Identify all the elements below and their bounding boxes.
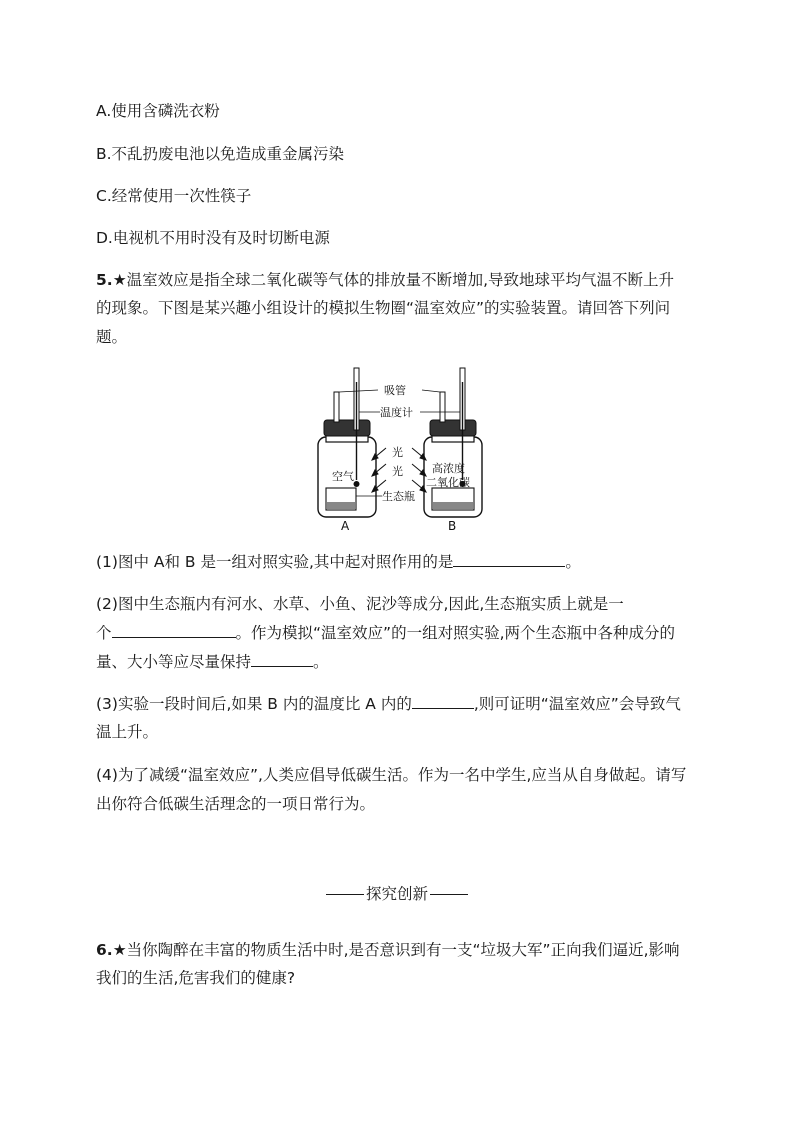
heading-rule-right xyxy=(430,894,468,895)
option-c: C.经常使用一次性筷子 xyxy=(96,187,252,205)
jar-b xyxy=(424,368,482,517)
answer-blank-4[interactable] xyxy=(412,694,474,709)
answer-blank-2[interactable] xyxy=(112,623,236,638)
label-co2-line-1: 高浓度 xyxy=(432,462,465,475)
q5-sub1 xyxy=(96,552,581,572)
answer-blank-1[interactable] xyxy=(453,552,565,567)
option-d: D.电视机不用时没有及时切断电源 xyxy=(96,229,330,247)
q5-sub3-line-2: 温上升。 xyxy=(96,723,159,741)
experiment-figure xyxy=(312,362,488,534)
q5-sub1-end: 。 xyxy=(565,553,581,571)
section-title: 探究创新 xyxy=(365,885,428,903)
q5-sub1-text: (1)图中 A和 B 是一组对照实验,其中起对照作用的是 xyxy=(96,553,454,571)
label-thermometer: 温度计 xyxy=(380,406,413,419)
q5-sub3-text-1b: ,则可证明“温室效应”会导致气 xyxy=(473,695,681,713)
q5-sub2-text-2b: 。作为模拟“温室效应”的一组对照实验,两个生态瓶中各种成分的 xyxy=(235,624,676,642)
q5-stem-line-1 xyxy=(96,270,674,290)
q5-stem-text-1: 温室效应是指全球二氧化碳等气体的排放量不断增加,导致地球平均气温不断上升 xyxy=(126,271,675,289)
q5-sub2-text-2a: 个 xyxy=(96,624,112,642)
q5-sub2-end: 。 xyxy=(313,653,329,671)
q5-sub2-line-2 xyxy=(96,623,675,643)
label-jar-b: B xyxy=(448,519,457,533)
q5-number: 5. xyxy=(96,271,113,289)
q5-sub3-line-1 xyxy=(96,694,681,714)
answer-blank-3[interactable] xyxy=(251,652,313,667)
label-air: 空气 xyxy=(332,470,354,483)
q6-line-2: 我们的生活,危害我们的健康? xyxy=(96,969,296,987)
star-icon: ★ xyxy=(112,941,127,959)
q5-sub2-text-3a: 量、大小等应尽量保持 xyxy=(96,653,252,671)
label-straw: 吸管 xyxy=(384,384,406,397)
q5-stem-line-3: 题。 xyxy=(96,328,128,346)
q5-sub2-line-3 xyxy=(96,652,329,672)
q5-sub3-text-1a: (3)实验一段时间后,如果 B 内的温度比 A 内的 xyxy=(96,695,412,713)
star-icon: ★ xyxy=(112,271,127,289)
label-light-1: 光 xyxy=(392,446,403,459)
label-co2-line-2: 二氧化碳 xyxy=(426,476,470,489)
label-jar-a: A xyxy=(341,519,350,533)
heading-rule-left xyxy=(326,894,364,895)
q5-sub2-line-1: (2)图中生态瓶内有河水、水草、小鱼、泥沙等成分,因此,生态瓶实质上就是一 xyxy=(96,595,624,613)
option-a: A.使用含磷洗衣粉 xyxy=(96,102,220,120)
q6-number: 6. xyxy=(96,941,113,959)
q5-sub4-line-2: 出你符合低碳生活理念的一项日常行为。 xyxy=(96,795,376,813)
label-light-2: 光 xyxy=(392,465,403,478)
q6-line-1 xyxy=(96,940,680,960)
option-b: B.不乱扔废电池以免造成重金属污染 xyxy=(96,145,345,163)
section-heading xyxy=(0,882,794,904)
q6-text-1: 当你陶醉在丰富的物质生活中时,是否意识到有一支“垃圾大军”正向我们逼近,影响 xyxy=(126,941,680,959)
label-eco-bottle: 生态瓶 xyxy=(382,490,415,503)
q5-sub4-line-1: (4)为了减缓“温室效应”,人类应倡导低碳生活。作为一名中学生,应当从自身做起。请写 xyxy=(96,766,687,784)
q5-stem-line-2: 的现象。下图是某兴趣小组设计的模拟生物圈“温室效应”的实验装置。请回答下列问 xyxy=(96,299,671,317)
